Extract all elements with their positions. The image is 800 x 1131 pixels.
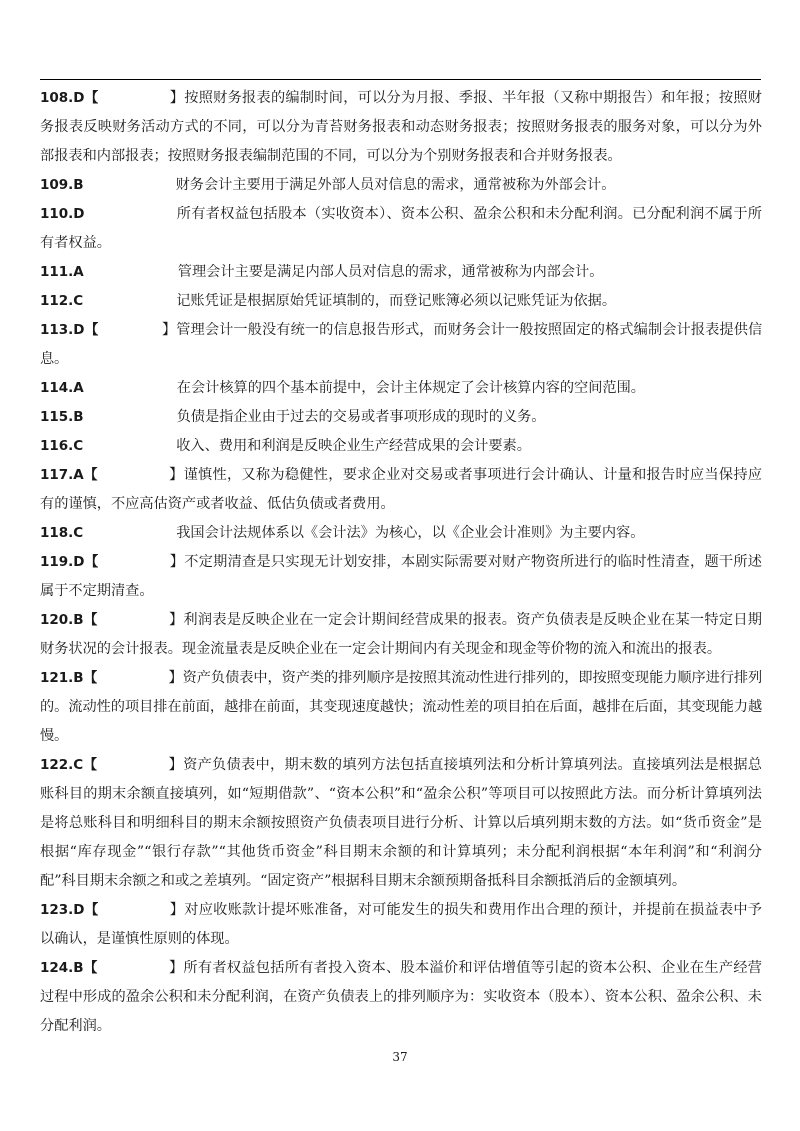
answer-number: 113.D【 [40,322,99,338]
answer-number: 121.B【 [40,670,98,686]
answer-number: 118.C [40,525,84,541]
answer-explanation: 我国会计法规体系以《会计法》为核心，以《企业会计准则》为主要内容。 [176,525,645,541]
answer-entry [40,664,762,751]
answer-number: 120.B【 [40,612,98,628]
answer-explanation: 记账凭证是根据原始凭证填制的，而登记账簿必须以记账凭证为依据。 [176,293,617,309]
answer-explanation: 】谨慎性，又称为稳健性，要求企业对交易或者事项进行会计确认、计量和报告时应当保持应有的谨慎，不应高估资产或者收益、低估负债或者费用。 [40,467,762,512]
answer-entry [40,316,762,374]
answer-number: 123.D【 [40,902,99,918]
answer-explanation: 收入、费用和利润是反映企业生产经营成果的会计要素。 [176,438,531,454]
answer-entry [40,606,762,664]
answer-explanation: 】对应收账款计提坏账准备，对可能发生的损失和费用作出合理的预计，并提前在损益表中予以确认，是谨慎性原则的体现。 [40,902,762,947]
answer-number: 109.B [40,177,84,193]
answer-explanation: 在会计核算的四个基本前提中，会计主体规定了会计核算内容的空间范围。 [176,380,645,396]
answer-number: 122.C【 [40,757,98,773]
answer-entry [40,432,762,461]
answer-entry [40,896,762,954]
answer-number: 115.B [40,409,84,425]
answer-explanation: 】管理会计一般没有统一的信息报告形式，而财务会计一般按照固定的格式编制会计报表提供信息。 [40,322,763,367]
answer-explanation: 】利润表是反映企业在一定会计期间经营成果的报表。资产负债表是反映企业在某一特定日期财务状况的会计报表。现金流量表是反映企业在一定会计期间内有关现金和现金等价物的流入和流出的报表。 [40,612,762,657]
answer-entry [40,519,762,548]
answer-explanation: 】按照财务报表的编制时间，可以分为月报、季报、半年报（又称中期报告）和年报；按照财务报表反映财务活动方式的不同，可以分为青苔财务报表和动态财务报表；按照财务报表的服务对象，可以分为外部报表和内部报表；按照财务报表编制范围的不同，可以分为个别财务报表和合并财务报表。 [40,90,762,164]
answer-entry [40,287,762,316]
answer-number: 110.D [40,206,85,222]
answer-explanation: 】资产负债表中，期末数的填列方法包括直接填列法和分析计算填列法。直接填列法是根据总账科目的期末余额直接填列，如“短期借款”、“资本公积”和“盈余公积”等项目可以按照此方法。而分析计算填列法是将总账科目和明细科目的期末余额按照资产负债表项目进行分析、计算以后填列期末数的方法。如“货币资金”是根据“库存现金”“银行存款”“其他货币资金”科目期末余额的和计算填列；未分配利润根据“本年利润”和“利润分配”科目期末余额之和或之差填列。“固定资产”根据科目期末余额预期备抵科目余额抵消后的金额填列。 [40,757,762,889]
answer-entry [40,84,762,171]
header-rule [40,79,761,80]
answer-explanation: 】不定期清查是只实现无计划安排，本剧实际需要对财产物资所进行的临时性清查，题干所述属于不定期清查。 [40,554,762,599]
answer-number: 119.D【 [40,554,99,570]
answer-entry [40,374,762,403]
answer-entry [40,171,762,200]
answer-entry [40,258,762,287]
answer-number: 112.C [40,293,84,309]
answer-number: 108.D【 [40,90,99,106]
answer-explanation: 财务会计主要用于满足外部人员对信息的需求，通常被称为外部会计。 [175,177,616,193]
answer-number: 116.C [40,438,84,454]
answer-entry [40,548,762,606]
answer-number: 111.A [40,264,84,280]
answer-entry [40,200,762,258]
answer-explanation: 】资产负债表中，资产类的排列顺序是按照其流动性进行排列的，即按照变现能力顺序进行排列的。流动性的项目排在前面，越排在前面，其变现速度越快；流动性差的项目拍在后面，越排在后面，其变现能力越慢。 [40,670,762,744]
answer-entry [40,954,762,1041]
answer-number: 114.A [40,380,84,396]
answer-explanation: 所有者权益包括股本（实收资本）、资本公积、盈余公积和未分配利润。已分配利润不属于所有者权益。 [40,206,762,251]
answer-number: 124.B【 [40,960,98,976]
answer-entry [40,461,762,519]
answer-number: 117.A【 [40,467,98,483]
answer-explanation: 管理会计主要是满足内部人员对信息的需求，通常被称为内部会计。 [177,264,604,280]
page-number: 37 [392,1050,408,1064]
answer-entry [40,751,762,896]
answer-list [40,84,762,1041]
answer-explanation: 】所有者权益包括所有者投入资本、股本溢价和评估增值等引起的资本公积、企业在生产经营过程中形成的盈余公积和未分配利润，在资产负债表上的排列顺序为：实收资本（股本）、资本公积、盈余公积、未分配利润。 [40,960,762,1034]
answer-entry [40,403,762,432]
answer-explanation: 负债是指企业由于过去的交易或者事项形成的现时的义务。 [176,409,546,425]
